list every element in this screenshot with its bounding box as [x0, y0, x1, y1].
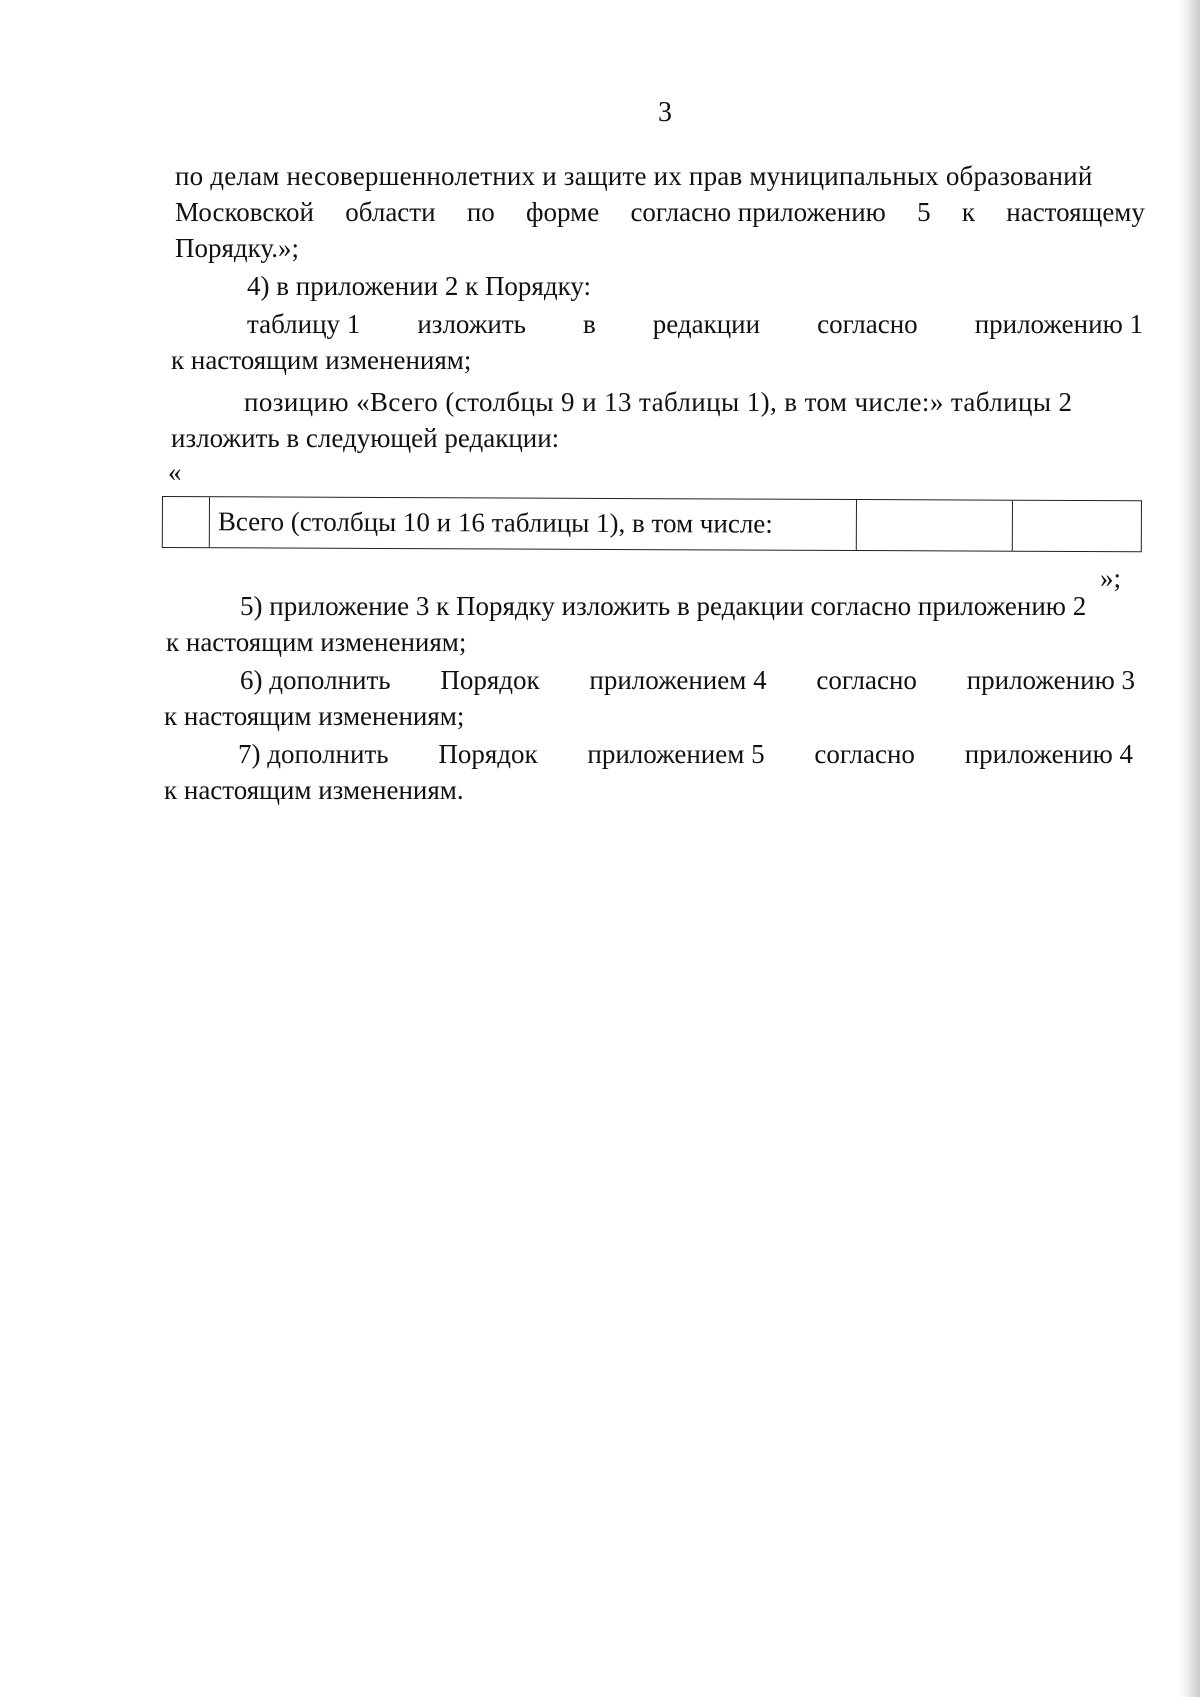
word: по — [466, 197, 495, 227]
paragraph-line: по делам несовершеннолетних и защите их прав муниципальных образований — [175, 161, 1093, 191]
item-4: 4) в приложении 2 к Порядку: — [247, 271, 591, 301]
item-6-justified — [240, 662, 1135, 698]
table-cell-empty — [163, 497, 210, 547]
paragraph-line: позицию «Всего (столбцы 9 и 13 таблицы 1), в том числе:» таблицы 2 — [244, 387, 1073, 417]
word: согласно — [814, 739, 915, 769]
word: согласно — [816, 665, 917, 695]
open-quote: « — [168, 457, 182, 487]
word: 7) дополнить — [238, 739, 389, 769]
table-cell-total: Всего (столбцы 10 и 16 таблицы 1), в том числе: — [210, 497, 857, 550]
word: таблицу 1 — [247, 309, 361, 339]
paragraph-line: к настоящим изменениям; — [166, 627, 467, 657]
paragraph-line: к настоящим изменениям. — [164, 775, 464, 805]
word: приложением 5 — [587, 739, 765, 769]
word: форме — [526, 197, 600, 227]
table-row — [162, 496, 1142, 552]
word: области — [345, 197, 436, 227]
paragraph-line-justified — [175, 194, 1145, 230]
word: Московской — [175, 197, 315, 227]
word: согласно — [817, 309, 918, 339]
paragraph-line: изложить в следующей редакции: — [171, 423, 560, 453]
word: Порядок — [440, 665, 540, 695]
table-cell-empty — [857, 500, 1013, 551]
word: приложению 4 — [964, 739, 1133, 769]
word: настоящему — [1006, 197, 1145, 227]
paragraph-line: Порядку.»; — [175, 233, 299, 263]
paragraph-line: к настоящим изменениям; — [171, 345, 472, 375]
close-quote: »; — [1100, 563, 1122, 593]
word: 6) дополнить — [240, 665, 391, 695]
word: редакции — [652, 309, 761, 339]
scan-edge — [1178, 0, 1200, 1697]
table-cell-empty — [1013, 501, 1140, 552]
word: Порядок — [438, 739, 538, 769]
word: 5 — [917, 197, 931, 227]
word: приложению 3 — [966, 665, 1135, 695]
paragraph-line: к настоящим изменениям; — [164, 701, 465, 731]
word: к — [961, 197, 975, 227]
word: в — [582, 309, 596, 339]
item-5: 5) приложение 3 к Порядку изложить в редакции согласно приложению 2 — [240, 591, 1087, 621]
word: изложить — [417, 309, 526, 339]
paragraph-line-justified — [247, 306, 1143, 342]
page-number: 3 — [658, 97, 672, 128]
word: приложением 4 — [589, 665, 767, 695]
item-7-justified — [238, 736, 1133, 772]
word: приложению 1 — [974, 309, 1143, 339]
word: согласно приложению — [630, 197, 886, 227]
